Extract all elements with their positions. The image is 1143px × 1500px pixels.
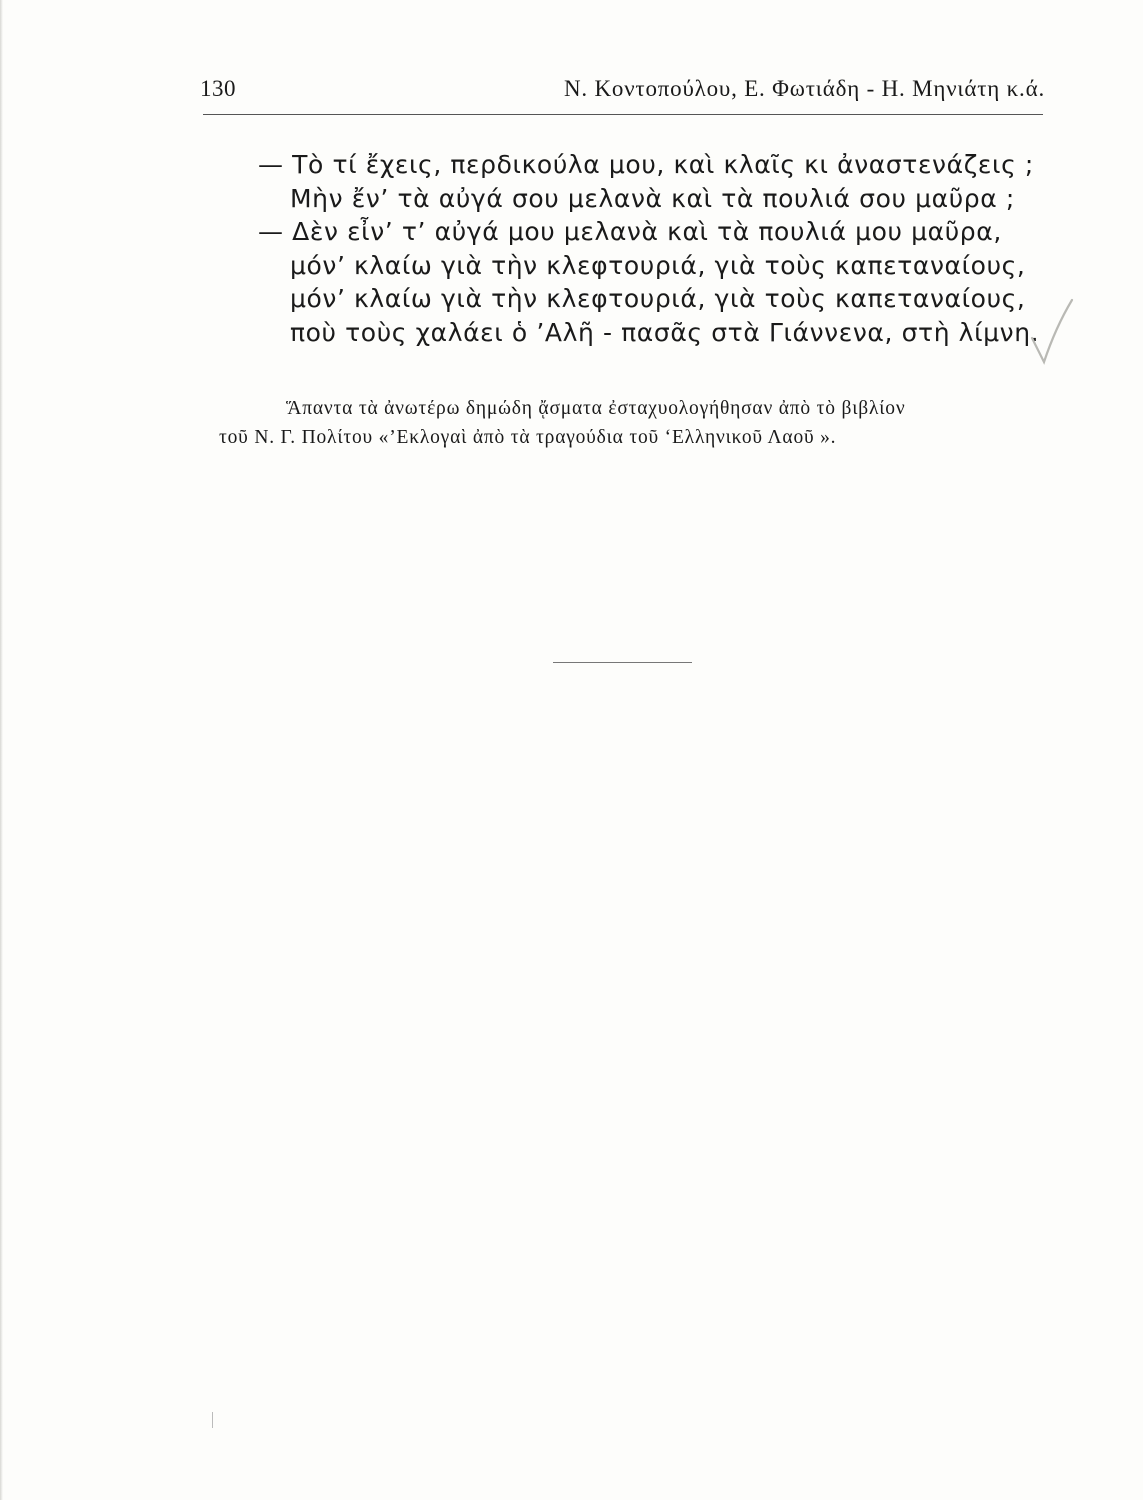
footnote (219, 394, 1041, 452)
pencil-checkmark-icon (1028, 296, 1076, 366)
poem-line: — Τὸ τί ἔχεις, περδικούλα μου, καὶ κλαῖς κι ἀναστενάζεις ; (258, 150, 1034, 179)
header-rule (203, 114, 1043, 115)
page-number: 130 (200, 76, 236, 101)
poem-line: ποὺ τοὺς χαλάει ὁ ’Αλῆ - πασᾶς στὰ Γιάννενα, στὴ λίμνη. (290, 317, 1040, 347)
poem (258, 148, 1058, 349)
end-rule (553, 662, 692, 663)
poem-line: — Δὲν εἶν’ τ’ αὐγά μου μελανὰ καὶ τὰ πουλιά μου μαῦρα, (258, 217, 1002, 246)
paper-speck (212, 1412, 213, 1428)
running-head: Ν. Κοντοπούλου, Ε. Φωτιάδη - Η. Μηνιάτη κ.ά. (564, 76, 1045, 101)
poem-line: μόν’ κλαίω γιὰ τὴν κλεφτουριά, γιὰ τοὺς καπεταναίους, (290, 250, 1026, 280)
footnote-line: Ἅπαντα τὰ ἀνωτέρω δημώδη ᾄσματα ἐσταχυολογήθησαν ἀπὸ τὸ βιβλίον (286, 398, 906, 419)
footnote-line: τοῦ Ν. Γ. Πολίτου «’Εκλογαὶ ἀπὸ τὰ τραγούδια τοῦ ‘Ελληνικοῦ Λαοῦ ». (219, 427, 837, 448)
page-edge-shadow (0, 0, 3, 1500)
poem-line: μόν’ κλαίω γιὰ τὴν κλεφτουριά, γιὰ τοὺς καπεταναίους, (290, 284, 1026, 313)
page-header (200, 76, 1045, 116)
poem-line: Μὴν ἔν’ τὰ αὐγά σου μελανὰ καὶ τὰ πουλιά σου μαῦρα ; (290, 183, 1015, 213)
